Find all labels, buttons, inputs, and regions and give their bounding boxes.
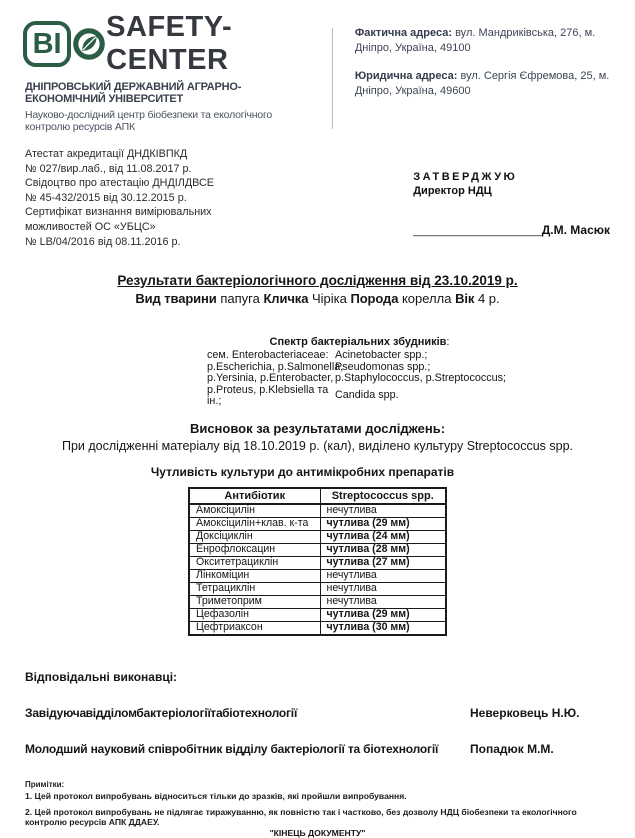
table-row (189, 517, 446, 530)
actual-address-value: вул. Мандриківська, 276, м. Дніпро, Україна, 49100 (354, 27, 596, 54)
accreditation-line: Атестат акредитації ДНДКІВПКД (25, 148, 188, 160)
spectrum-item: Acinetobacter spp.; (335, 349, 428, 362)
antibiotic-cell: Доксіциклін (189, 530, 320, 543)
executor-name: Неверковець Н.Ю. (470, 705, 580, 720)
address-block (333, 20, 610, 99)
spectrum-item: p.Yersinia, p.Enterobacter, (207, 372, 334, 385)
spectrum-left-column (207, 349, 344, 408)
executor-row (25, 706, 610, 720)
conclusion-text: При дослідженні матеріалу від 18.10.2019 р. (кал), виділено культуру Streptococcus spp. (62, 438, 573, 453)
culture-column-header: Streptococcus spp. (320, 488, 446, 504)
pet-name-value: Чіріка (311, 291, 347, 307)
result-cell: нечутлива (320, 595, 446, 608)
report-title: Результати бактеріологічного дослідження від 23.10.2019 р. (117, 273, 518, 289)
logo-bracket-frame (23, 21, 71, 67)
executors-heading: Відповідальні виконавці: (25, 669, 178, 684)
spectrum-item: ін.; (207, 395, 222, 408)
antibiotic-cell: Триметоприм (189, 595, 320, 608)
note-item: 2. Цей протокол випробувань не підлягає тиражуванню, як повністю так і частково, без дозволу НДЦ біобезпеки та екологічного контролю ресурсів АПК ДДАЕУ. (25, 806, 577, 827)
end-of-document-mark: "КІНЕЦЬ ДОКУМЕНТУ" (269, 827, 366, 838)
executor-name: Попадюк М.М. (470, 741, 554, 756)
age-value: 4 р. (477, 291, 500, 307)
table-header-row (189, 488, 446, 504)
accreditation-line: № 027/вир.лаб., від 11.08.2017 р. (25, 162, 192, 175)
leaf-icon (73, 28, 105, 60)
antibiotic-cell: Тетрациклін (189, 582, 320, 595)
spectrum-item: Pseudomonas spp.; (335, 360, 431, 373)
antibiotic-cell: Амоксіцилін (189, 504, 320, 518)
antibiotic-cell: Амоксіцилін+клав. к-та (189, 517, 320, 530)
spectrum-item: сем. Enterobacteriaceae: (207, 349, 329, 362)
sensitivity-table (188, 487, 447, 636)
actual-address (355, 26, 610, 56)
antibiotic-cell: Цефтриаксон (189, 621, 320, 635)
table-row (189, 504, 446, 518)
spectrum-item: p.Staphylococcus, p.Streptococcus; (335, 372, 507, 385)
result-cell: чутлива (30 мм) (320, 621, 446, 635)
center-subtitle: Науково-дослідний центр біобезпеки та екологічного контролю ресурсів АПК (25, 109, 273, 133)
approver-role: Директор НДЦ (413, 185, 492, 197)
result-cell: нечутлива (320, 569, 446, 582)
sensitivity-heading: Чутливість культури до антимікробних препаратів (150, 464, 455, 479)
table-row (189, 621, 446, 635)
logo-text-bi: BI (32, 27, 62, 60)
pet-name-label: Кличка (263, 291, 309, 307)
document-header (25, 11, 610, 133)
executors-section (25, 670, 610, 756)
table-row (189, 608, 446, 621)
table-row (189, 543, 446, 556)
biosafety-logo (23, 11, 314, 76)
result-cell: чутлива (29 мм) (320, 608, 446, 621)
accreditation-block (25, 147, 293, 249)
notes-heading: Примітки: (25, 779, 65, 789)
logo-text-safety-center: SAFETY-CENTER (106, 11, 233, 76)
accreditation-line: № 45-432/2015 від 30.12.2015 р. (25, 191, 187, 204)
logo-block (25, 11, 314, 133)
animal-info-line (25, 291, 610, 306)
note-item: 1. Цей протокол випробувань відноситься тільки до зразків, які пройшли випробування. (25, 790, 407, 801)
accreditation-line: № LB/04/2016 від 08.11.2016 р. (25, 235, 181, 248)
legal-address (355, 69, 610, 99)
actual-address-label: Фактична адреса: (354, 27, 453, 39)
antibiotic-cell: Окситетрациклін (189, 556, 320, 569)
pathogen-spectrum-section (207, 336, 512, 408)
breed-label: Порода (350, 291, 399, 307)
spectrum-right-column (335, 350, 505, 408)
spectrum-item: p.Escherichia, p.Salmonella, (207, 360, 344, 373)
age-label: Вік (455, 291, 475, 307)
result-cell: чутлива (29 мм) (320, 517, 446, 530)
result-cell: нечутлива (320, 504, 446, 518)
table-row (189, 530, 446, 543)
conclusion-heading: Висновок за результатами досліджень: (189, 420, 446, 436)
species-value: папуга (220, 291, 260, 307)
approver-name: Д.М. Масюк (541, 223, 610, 237)
antibiotic-cell: Цефазолін (189, 608, 320, 621)
result-cell: нечутлива (320, 582, 446, 595)
result-cell: чутлива (28 мм) (320, 543, 446, 556)
table-row (189, 556, 446, 569)
executor-row (25, 742, 610, 756)
executor-role: Молодший науковий співробітник відділу бактеріології та біотехнології (25, 741, 439, 756)
result-cell: чутлива (27 мм) (320, 556, 446, 569)
accreditation-line: Свідоцтво про атестацію ДНДІЛДВСЕ (25, 177, 215, 190)
species-label: Вид тварини (135, 291, 217, 307)
university-name: ДНІПРОВСЬКИЙ ДЕРЖАВНИЙ АГРАРНО-ЕКОНОМІЧНИЙ УНІВЕРСИТЕТ (25, 81, 242, 105)
breed-value: корелла (401, 291, 452, 307)
spectrum-item: p.Proteus, p.Klebsiella та (207, 383, 329, 396)
result-cell: чутлива (24 мм) (320, 530, 446, 543)
antibiotic-cell: Енрофлоксацин (189, 543, 320, 556)
accreditation-line: можливостей ОС «УБЦС» (25, 220, 156, 233)
table-row (189, 595, 446, 608)
table-row (189, 582, 446, 595)
spectrum-item: Candida spp. (335, 388, 399, 401)
legal-address-label: Юридична адреса: (354, 70, 458, 82)
antibiotic-cell: Лінкоміцин (189, 569, 320, 582)
spectrum-heading: Спектр бактеріальних збудників: (269, 336, 450, 349)
spectrum-columns (207, 350, 512, 408)
approval-block (413, 147, 610, 249)
notes-section (25, 780, 610, 838)
signature-line: _____________________ (413, 225, 542, 237)
executor-role: Завідуюча відділом бактеріології та біотехнології (25, 705, 298, 720)
legal-address-value: вул. Сергія Єфремова, 25, м. Дніпро, Україна, 49600 (354, 70, 610, 97)
credentials-section (25, 147, 610, 249)
approve-word: ЗАТВЕРДЖУЮ (413, 171, 518, 183)
accreditation-line: Сертифікат визнання вимірювальних (25, 206, 212, 219)
signature-row (413, 223, 610, 237)
table-row (189, 569, 446, 582)
antibiotic-column-header: Антибіотик (189, 488, 320, 504)
